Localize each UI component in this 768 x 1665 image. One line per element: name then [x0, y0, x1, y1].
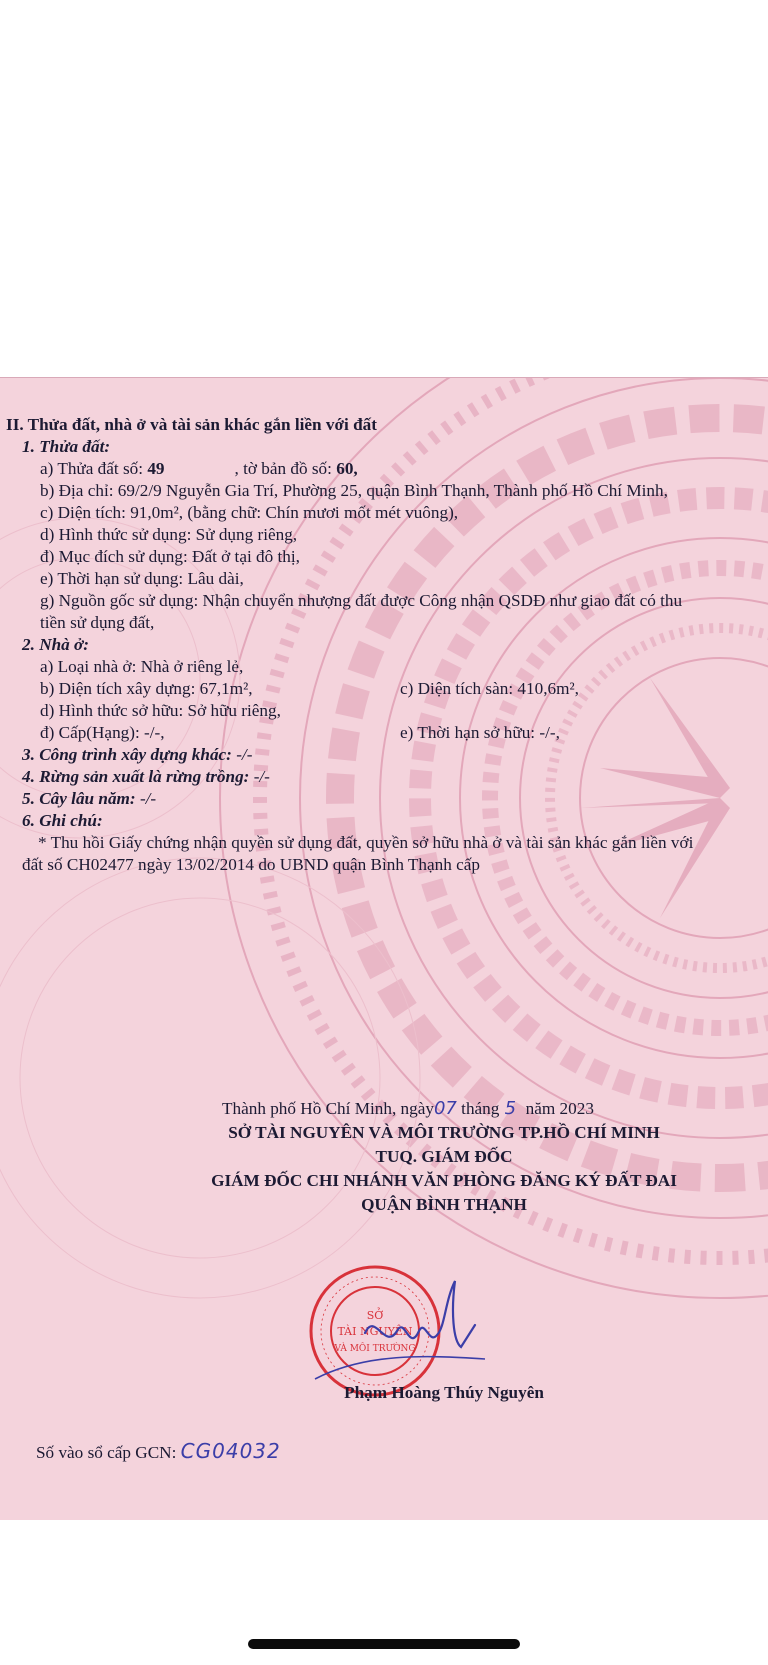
use-form-line: d) Hình thức sử dụng: Sử dụng riêng,	[40, 525, 298, 544]
place-date-prefix: Thành phố Hồ Chí Minh, ngày	[222, 1099, 434, 1118]
notes-line-1: * Thu hồi Giấy chứng nhận quyền sử dụng đất, quyền sở hữu nhà ở và tài sản khác gắn liền với	[38, 833, 694, 852]
perennial-line	[22, 788, 156, 810]
land-heading: 1. Thửa đất:	[22, 437, 111, 456]
parcel-number: 49	[147, 459, 165, 478]
notes-heading: 6. Ghi chú:	[22, 811, 103, 830]
grade-line: đ) Cấp(Hạng): -/-,	[40, 723, 165, 742]
house-type-line: a) Loại nhà ở: Nhà ở riêng lẻ,	[40, 657, 244, 676]
home-indicator[interactable]	[248, 1639, 520, 1649]
registry-line	[36, 1440, 281, 1464]
map-number: 60,	[336, 459, 358, 478]
parcel-line	[40, 458, 358, 480]
parcel-prefix: a) Thửa đất số:	[40, 459, 148, 478]
origin-line-1: g) Nguồn gốc sử dụng: Nhận chuyển nhượng đất được Công nhận QSDĐ như giao đất có thu	[40, 591, 683, 610]
title-line-2: QUẬN BÌNH THẠNH	[361, 1195, 527, 1214]
area-line: c) Diện tích: 91,0m², (bằng chữ: Chín mươi mốt mét vuông),	[40, 503, 459, 522]
other-works-value: -/-	[231, 745, 253, 764]
forest-value: -/-	[249, 767, 270, 786]
ownership-line: d) Hình thức sở hữu: Sở hữu riêng,	[40, 701, 281, 720]
svg-text:SỞ: SỞ	[366, 1309, 384, 1322]
certificate-page	[0, 377, 768, 1520]
agency-name: SỞ TÀI NGUYÊN VÀ MÔI TRƯỜNG TP.HỒ CHÍ MINH	[228, 1123, 660, 1142]
title-line-1: GIÁM ĐỐC CHI NHÁNH VĂN PHÒNG ĐĂNG KÝ ĐẤT ĐAI	[211, 1171, 677, 1190]
month-label: tháng	[461, 1099, 500, 1118]
use-term-line: e) Thời hạn sử dụng: Lâu dài,	[40, 569, 244, 588]
notes-line-2: đất số CH02477 ngày 13/02/2014 do UBND quận Bình Thạnh cấp	[22, 855, 480, 874]
handwritten-day: 07	[433, 1098, 457, 1119]
use-purpose-line: đ) Mục đích sử dụng: Đất ở tại đô thị,	[40, 547, 300, 566]
certificate-content	[0, 378, 768, 1520]
origin-line-2: tiền sử dụng đất,	[40, 613, 155, 632]
place-date-line	[222, 1098, 594, 1120]
svg-text:TÀI NGUYÊN: TÀI NGUYÊN	[337, 1325, 413, 1338]
handwritten-month: 5	[504, 1098, 517, 1119]
other-works-label: 3. Công trình xây dựng khác:	[22, 745, 232, 764]
perennial-label: 5. Cây lâu năm:	[22, 789, 136, 808]
on-behalf-line: TUQ. GIÁM ĐỐC	[375, 1147, 513, 1166]
other-works-line	[22, 744, 252, 766]
build-area-line: b) Diện tích xây dựng: 67,1m²,	[40, 679, 253, 698]
address-line: b) Địa chỉ: 69/2/9 Nguyễn Gia Trí, Phường 25, quận Bình Thạnh, Thành phố Hồ Chí Minh,	[40, 481, 668, 500]
svg-text:VÀ MÔI TRƯỜNG: VÀ MÔI TRƯỜNG	[334, 1344, 416, 1354]
registry-number: CG04032	[180, 1439, 281, 1463]
perennial-value: -/-	[135, 789, 157, 808]
signer-name: Phạm Hoàng Thúy Nguyên	[344, 1383, 544, 1402]
forest-line	[22, 766, 270, 788]
map-prefix: , tờ bản đồ số:	[234, 459, 337, 478]
year-label: năm 2023	[525, 1099, 594, 1118]
house-heading: 2. Nhà ở:	[22, 635, 89, 654]
forest-label: 4. Rừng sản xuất là rừng trồng:	[22, 767, 250, 786]
section-title: II. Thửa đất, nhà ở và tài sản khác gắn liền với đất	[6, 415, 377, 434]
floor-area-line: c) Diện tích sàn: 410,6m²,	[400, 679, 579, 698]
registry-label: Số vào sổ cấp GCN:	[36, 1443, 177, 1462]
own-term-line: e) Thời hạn sở hữu: -/-,	[400, 723, 560, 742]
